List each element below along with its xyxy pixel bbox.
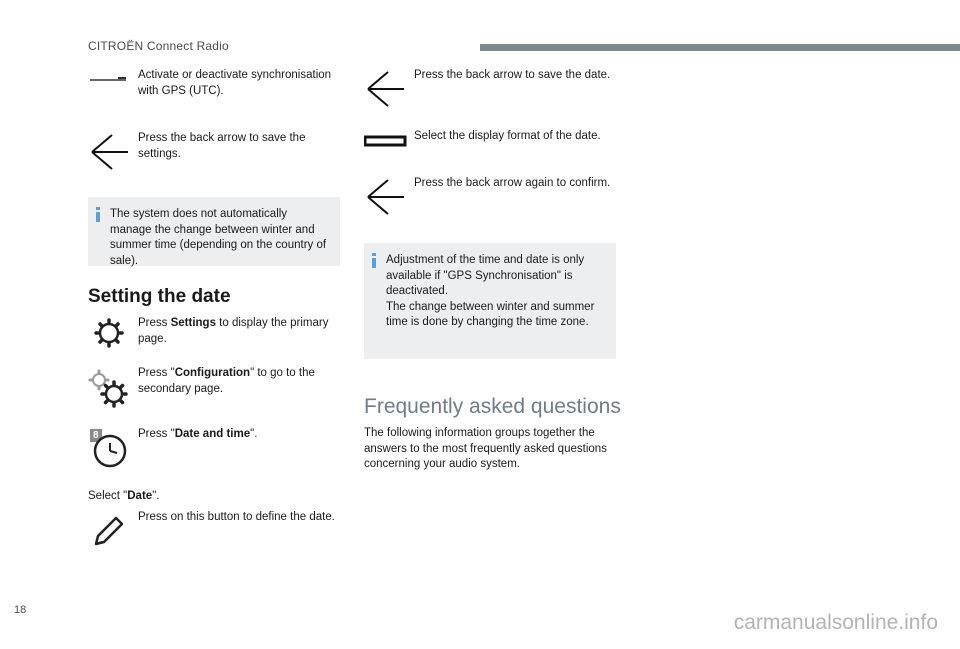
settings-gear-icon <box>88 316 138 357</box>
section-title-faq: Frequently asked questions <box>364 395 621 418</box>
step-gps-sync <box>88 68 340 99</box>
manual-header-title: CITROËN Connect Radio <box>88 39 229 53</box>
step-confirm <box>364 176 616 221</box>
step-define-date <box>88 510 340 555</box>
bold-term: Date and time <box>174 428 251 440</box>
text-part: Press " <box>138 428 175 440</box>
bold-term: Date <box>127 490 153 502</box>
step-text: Press the back arrow again to confirm. <box>414 177 611 189</box>
back-arrow-icon <box>88 131 138 176</box>
text-part: Press <box>138 317 171 329</box>
step-save-date <box>364 68 616 113</box>
step-text: Press the back arrow to save the settings. <box>138 132 306 160</box>
info-note-gps-sync <box>364 243 616 359</box>
note-text: Adjustment of the time and date is only available if "GPS Synchronisation" is deactivated. <box>386 254 585 297</box>
text-part: to display the primary page. <box>138 317 329 345</box>
format-bar-icon <box>364 129 414 156</box>
step-text <box>138 366 340 397</box>
bold-term: Settings <box>170 317 216 329</box>
step-text: Press on this button to define the date. <box>138 511 335 523</box>
text-part: " to go to the secondary page. <box>138 367 315 395</box>
note-text: The change between winter and summer time is done by changing the time zone. <box>386 300 595 328</box>
step-settings <box>88 316 340 357</box>
text-part: ". <box>250 428 258 440</box>
step-text <box>138 316 340 347</box>
step-save-settings <box>88 131 340 176</box>
configuration-gears-icon <box>88 366 138 415</box>
watermark: carmanualsonline.info <box>733 611 938 634</box>
text-part: Press " <box>138 367 175 379</box>
pencil-icon <box>88 510 138 555</box>
toggle-line-icon <box>88 68 138 93</box>
step-text: Press the back arrow to save the date. <box>414 69 611 81</box>
step-date-format <box>364 129 616 156</box>
header-accent-bar <box>480 44 960 51</box>
back-arrow-icon <box>364 176 414 221</box>
info-icon <box>372 253 376 268</box>
back-arrow-icon <box>364 68 414 113</box>
select-date-instruction <box>88 489 159 505</box>
step-configuration <box>88 366 340 415</box>
step-text: Activate or deactivate synchronisation with GPS (UTC). <box>138 69 332 97</box>
bold-term: Configuration <box>174 367 251 379</box>
section-title-setting-date: Setting the date <box>88 286 231 307</box>
faq-intro-text: The following information groups together the answers to the most frequently asked questions concerning your audio system. <box>364 427 607 470</box>
note-text: The system does not automatically manage the change between winter and summer time (depending on the country of sale). <box>110 208 327 267</box>
clock-badge-number: 8 <box>93 430 99 441</box>
step-text: Select the display format of the date. <box>414 130 601 142</box>
info-icon <box>96 207 100 222</box>
clock-icon <box>88 427 138 476</box>
page-number: 18 <box>14 604 27 616</box>
info-note-winter-summer <box>88 197 340 266</box>
text-part: Select " <box>88 490 128 502</box>
step-date-and-time <box>88 427 340 476</box>
step-text <box>138 427 257 443</box>
text-part: ". <box>152 490 160 502</box>
